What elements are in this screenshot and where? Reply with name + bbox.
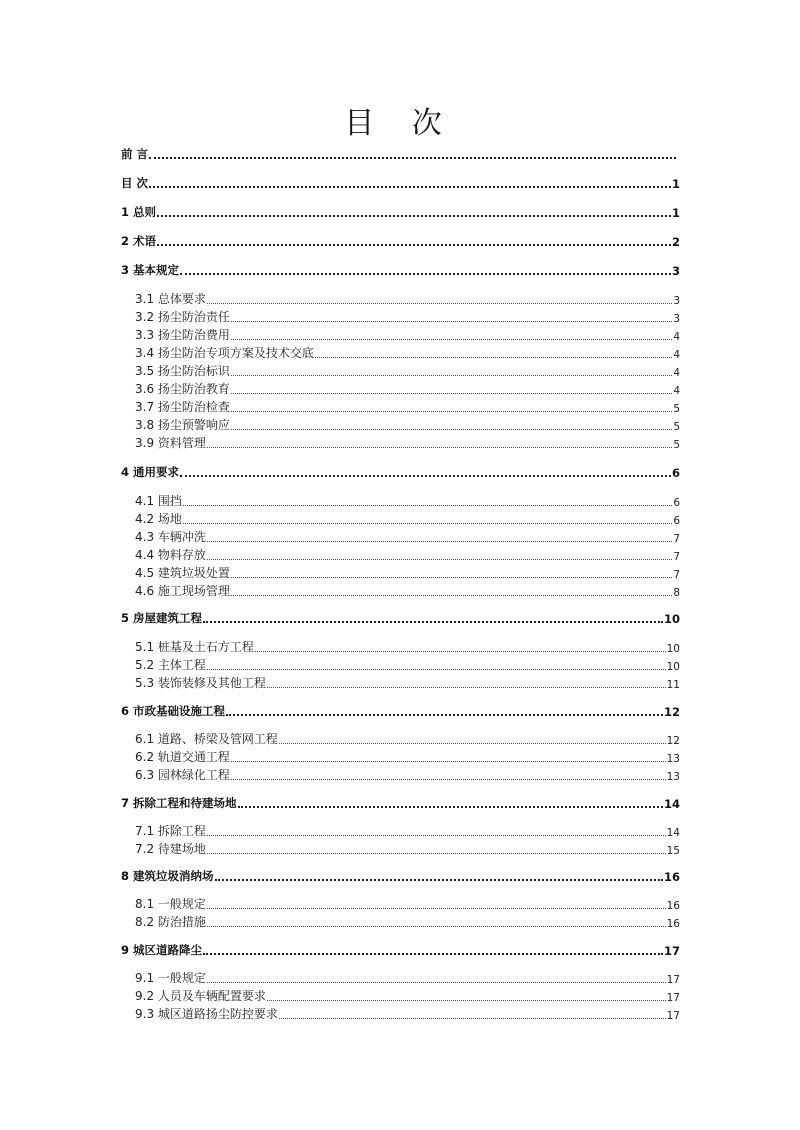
toc-page-number: 4 (673, 349, 680, 361)
toc-section-entry[interactable] (135, 896, 680, 912)
toc-entry-label: 3.7 扬尘防治检查 (135, 400, 230, 414)
toc-section-entry[interactable] (135, 767, 680, 783)
toc-section-entry[interactable] (135, 657, 680, 673)
toc-page-number: 3 (671, 264, 680, 278)
toc-section-entry[interactable] (135, 327, 680, 343)
toc-entry-label: 4.6 施工现场管理 (135, 584, 230, 598)
toc-dot-leader (207, 303, 672, 304)
toc-dot-leader (238, 806, 663, 808)
toc-page-number: 4 (673, 385, 680, 397)
toc-entry-label: 8 建筑垃圾消纳场 (121, 869, 214, 883)
toc-dot-leader (231, 577, 672, 578)
toc-entry-label: 3.1 总体要求 (135, 292, 206, 306)
toc-dot-leader (231, 393, 672, 394)
toc-section-entry[interactable] (135, 731, 680, 747)
toc-entry-label: 3.6 扬尘防治教育 (135, 382, 230, 396)
toc-section-entry[interactable] (135, 547, 680, 563)
toc-entry-label: 3.3 扬尘防治费用 (135, 328, 230, 342)
toc-dot-leader (315, 357, 672, 358)
toc-dot-leader (231, 429, 672, 430)
toc-dot-leader (279, 1018, 666, 1019)
toc-entry-label: 7.1 拆除工程 (135, 824, 206, 838)
toc-dot-leader (157, 244, 671, 246)
toc-entry-label: 5.2 主体工程 (135, 658, 206, 672)
toc-page-number: 10 (666, 643, 680, 655)
toc-section-entry[interactable] (135, 1006, 680, 1022)
toc-page-number: 12 (666, 735, 680, 747)
toc-page-number: 14 (663, 797, 680, 811)
toc-entry-label: 9.2 人员及车辆配置要求 (135, 989, 266, 1003)
toc-section-entry[interactable] (135, 399, 680, 415)
toc-entry-label: 3.8 扬尘预警响应 (135, 418, 230, 432)
toc-chapter-entry[interactable] (121, 146, 677, 162)
toc-dot-leader (207, 982, 666, 983)
toc-chapter-entry[interactable] (121, 610, 680, 626)
toc-dot-leader (267, 1000, 666, 1001)
toc-page-number: 6 (671, 466, 680, 480)
toc-chapter-entry[interactable] (121, 233, 680, 249)
toc-chapter-entry[interactable] (121, 942, 680, 958)
toc-page-number: 14 (666, 827, 680, 839)
toc-chapter-entry[interactable] (121, 703, 680, 719)
toc-section-entry[interactable] (135, 823, 680, 839)
toc-dot-leader (231, 595, 672, 596)
toc-entry-label: 4.5 建筑垃圾处置 (135, 566, 230, 580)
toc-page-number: 3 (673, 295, 680, 307)
toc-page-number: 13 (666, 771, 680, 783)
toc-dot-leader (255, 651, 666, 652)
toc-section-entry[interactable] (135, 583, 680, 599)
toc-page-number: 1 (671, 177, 680, 191)
toc-page-number: 10 (666, 661, 680, 673)
toc-entry-label: 3.9 资料管理 (135, 436, 206, 450)
toc-section-entry[interactable] (135, 511, 680, 527)
toc-dot-leader (207, 447, 672, 448)
toc-entry-label: 6 市政基础设施工程 (121, 704, 226, 718)
toc-dot-leader (183, 523, 672, 524)
toc-dot-leader (207, 835, 666, 836)
toc-section-entry[interactable] (135, 639, 680, 655)
toc-entry-label: 5.3 装饰装修及其他工程 (135, 676, 266, 690)
toc-dot-leader (231, 779, 666, 780)
toc-dot-leader (157, 215, 671, 217)
toc-dot-leader (207, 559, 672, 560)
toc-dot-leader (207, 541, 672, 542)
toc-entry-label: 3.5 扬尘防治标识 (135, 364, 230, 378)
toc-entry-label: 7.2 待建场地 (135, 842, 206, 856)
toc-page-number: 17 (663, 944, 680, 958)
toc-page-number: 4 (673, 331, 680, 343)
toc-entry-label: 1 总则 (121, 205, 157, 219)
toc-entry-label: 9.1 一般规定 (135, 971, 206, 985)
toc-chapter-entry[interactable] (121, 175, 680, 191)
toc-dot-leader (207, 926, 666, 927)
toc-dot-leader (215, 879, 663, 881)
toc-entry-label: 4.4 物料存放 (135, 548, 206, 562)
toc-page-number: 5 (673, 421, 680, 433)
toc-chapter-entry[interactable] (121, 262, 680, 278)
toc-chapter-entry[interactable] (121, 795, 680, 811)
toc-page-number: 7 (673, 569, 680, 581)
toc-dot-leader (207, 669, 666, 670)
toc-entry-label: 5.1 桩基及土石方工程 (135, 640, 254, 654)
toc-page-number: 12 (663, 705, 680, 719)
toc-page-number: 3 (673, 313, 680, 325)
toc-dot-leader (279, 743, 666, 744)
toc-section-entry[interactable] (135, 970, 680, 986)
toc-chapter-entry[interactable] (121, 204, 680, 220)
toc-dot-leader (207, 908, 666, 909)
toc-page-number: 1 (671, 206, 680, 220)
toc-dot-leader (231, 321, 672, 322)
toc-dot-leader (231, 375, 672, 376)
toc-entry-label: 4.2 场地 (135, 512, 182, 526)
toc-entry-label: 4.3 车辆冲洗 (135, 530, 206, 544)
toc-page-number: 11 (666, 679, 680, 691)
toc-page-number: 6 (673, 497, 680, 509)
toc-chapter-entry[interactable] (121, 868, 680, 884)
toc-entry-label: 9.3 城区道路扬尘防控要求 (135, 1007, 278, 1021)
toc-entry-label: 前 言 (121, 147, 149, 161)
toc-dot-leader (231, 339, 672, 340)
toc-section-entry[interactable] (135, 345, 680, 361)
toc-entry-label: 2 术语 (121, 234, 157, 248)
toc-section-entry[interactable] (135, 435, 680, 451)
toc-page-number: 5 (673, 439, 680, 451)
toc-page-number: 2 (671, 235, 680, 249)
toc-section-entry[interactable] (135, 565, 680, 581)
toc-section-entry[interactable] (135, 749, 680, 765)
toc-page-number: 16 (666, 918, 680, 930)
toc-dot-leader (203, 953, 663, 955)
toc-entry-label: 6.1 道路、桥梁及管网工程 (135, 732, 278, 746)
toc-page-number: 8 (673, 587, 680, 599)
toc-dot-leader (207, 853, 666, 854)
toc-page-number: 6 (673, 515, 680, 527)
toc-entry-label: 3.2 扬尘防治责任 (135, 310, 230, 324)
toc-entry-label: 6.3 园林绿化工程 (135, 768, 230, 782)
toc-section-entry[interactable] (135, 493, 680, 509)
toc-section-entry[interactable] (135, 363, 680, 379)
toc-entry-label: 8.1 一般规定 (135, 897, 206, 911)
toc-section-entry[interactable] (135, 675, 680, 691)
toc-entry-label: 6.2 轨道交通工程 (135, 750, 230, 764)
toc-dot-leader (231, 411, 672, 412)
toc-section-entry[interactable] (135, 417, 680, 433)
toc-page-number: 16 (666, 900, 680, 912)
toc-dot-leader (149, 157, 676, 159)
toc-entry-label: 3.4 扬尘防治专项方案及技术交底 (135, 346, 314, 360)
toc-page-number: 7 (673, 533, 680, 545)
toc-dot-leader (267, 687, 666, 688)
toc-page-number: 17 (666, 1010, 680, 1022)
toc-section-entry[interactable] (135, 988, 680, 1004)
toc-dot-leader (226, 714, 663, 716)
toc-entry-label: 7 拆除工程和待建场地 (121, 796, 237, 810)
toc-section-entry[interactable] (135, 841, 680, 857)
toc-page-number: 7 (673, 551, 680, 563)
toc-chapter-entry[interactable] (121, 464, 680, 480)
toc-section-entry[interactable] (135, 914, 680, 930)
toc-entry-label: 3 基本规定 (121, 263, 180, 277)
toc-section-entry[interactable] (135, 291, 680, 307)
toc-page-number: 10 (663, 612, 680, 626)
toc-dot-leader (180, 475, 671, 477)
toc-page-number: 17 (666, 992, 680, 1004)
toc-page-number: 17 (666, 974, 680, 986)
toc-dot-leader (180, 273, 671, 275)
toc-page-number: 15 (666, 845, 680, 857)
toc-dot-leader (149, 186, 671, 188)
toc-section-entry[interactable] (135, 529, 680, 545)
toc-entry-label: 8.2 防治措施 (135, 915, 206, 929)
toc-entry-label: 9 城区道路降尘 (121, 943, 203, 957)
toc-dot-leader (203, 621, 663, 623)
toc-entry-label: 目 次 (121, 176, 149, 190)
toc-section-entry[interactable] (135, 309, 680, 325)
toc-page-number: 4 (673, 367, 680, 379)
toc-section-entry[interactable] (135, 381, 680, 397)
page-title: 目 次 (344, 106, 456, 141)
toc-entry-label: 4 通用要求 (121, 465, 180, 479)
toc-dot-leader (231, 761, 666, 762)
toc-page-number: 5 (673, 403, 680, 415)
toc-page-number: 16 (663, 870, 680, 884)
toc-entry-label: 5 房屋建筑工程 (121, 611, 203, 625)
toc-dot-leader (183, 505, 672, 506)
toc-page-number: 13 (666, 753, 680, 765)
toc-entry-label: 4.1 围挡 (135, 494, 182, 508)
